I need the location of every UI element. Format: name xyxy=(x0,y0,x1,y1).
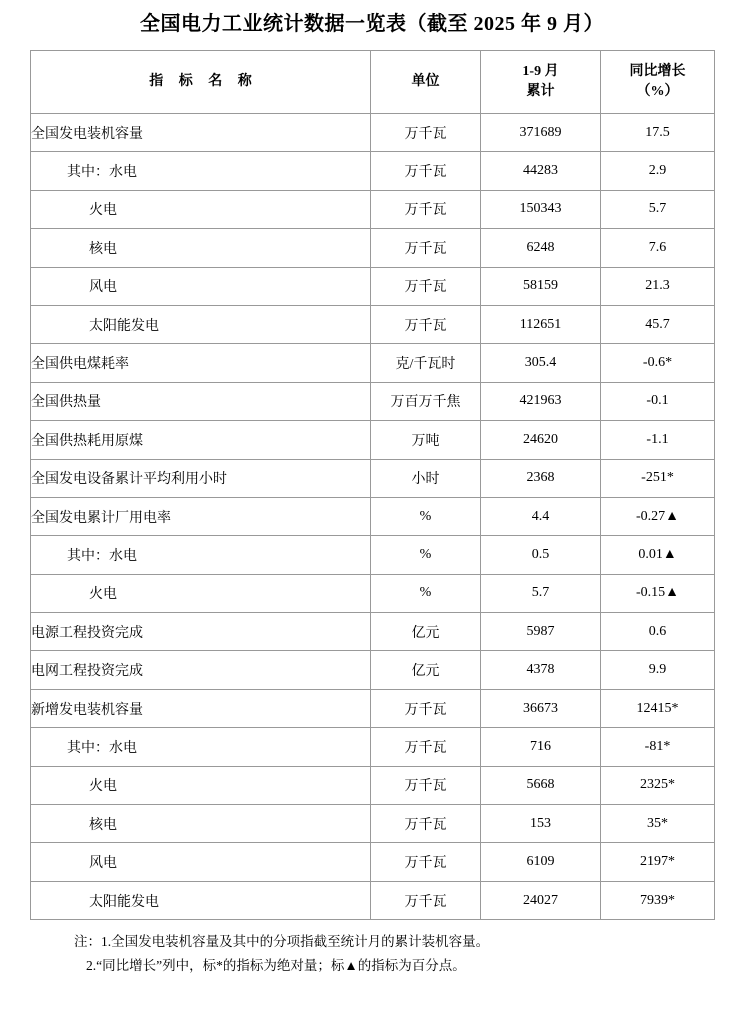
header-indicator xyxy=(31,51,371,114)
row-value: 150343 xyxy=(481,190,601,228)
row-unit: 万千瓦 xyxy=(371,267,481,305)
row-indicator-name: 全国供热量 xyxy=(31,382,371,420)
row-growth: -1.1 xyxy=(601,421,715,459)
table-row xyxy=(31,766,715,804)
row-unit: 亿元 xyxy=(371,613,481,651)
header-indicator-label: 指 标 名 称 xyxy=(149,73,258,89)
row-unit: 万千瓦 xyxy=(371,805,481,843)
row-indicator-name: 全国发电装机容量 xyxy=(31,114,371,152)
statistics-table xyxy=(30,50,715,920)
row-value: 5668 xyxy=(481,766,601,804)
row-indicator-name: 风电 xyxy=(31,843,371,881)
row-value: 4378 xyxy=(481,651,601,689)
row-growth: 45.7 xyxy=(601,305,715,343)
table-row xyxy=(31,421,715,459)
row-indicator-name: 其中：水电 xyxy=(31,152,371,190)
header-row xyxy=(31,51,715,114)
row-growth: 5.7 xyxy=(601,190,715,228)
row-growth: 12415* xyxy=(601,689,715,727)
header-growth xyxy=(601,51,715,114)
row-value: 153 xyxy=(481,805,601,843)
row-value: 716 xyxy=(481,728,601,766)
row-unit: 万千瓦 xyxy=(371,843,481,881)
row-growth: -251* xyxy=(601,459,715,497)
row-growth: 7.6 xyxy=(601,229,715,267)
row-value: 6109 xyxy=(481,843,601,881)
row-unit: % xyxy=(371,497,481,535)
row-growth: 17.5 xyxy=(601,114,715,152)
row-unit: 亿元 xyxy=(371,651,481,689)
table-row xyxy=(31,574,715,612)
table-row xyxy=(31,651,715,689)
row-value: 371689 xyxy=(481,114,601,152)
row-unit: 万千瓦 xyxy=(371,152,481,190)
row-indicator-name: 火电 xyxy=(31,574,371,612)
table-row xyxy=(31,728,715,766)
row-value: 5.7 xyxy=(481,574,601,612)
row-value: 58159 xyxy=(481,267,601,305)
row-value: 24027 xyxy=(481,881,601,919)
row-unit: 万吨 xyxy=(371,421,481,459)
row-indicator-name: 全国供电煤耗率 xyxy=(31,344,371,382)
row-value: 5987 xyxy=(481,613,601,651)
row-growth: 0.01▲ xyxy=(601,536,715,574)
row-unit: 万千瓦 xyxy=(371,305,481,343)
notes-block xyxy=(30,930,714,977)
header-value-line1: 1-9 月 xyxy=(522,63,559,79)
row-value: 0.5 xyxy=(481,536,601,574)
row-unit: % xyxy=(371,574,481,612)
row-growth: -0.15▲ xyxy=(601,574,715,612)
header-growth-line2: （%） xyxy=(636,84,679,99)
header-growth-line1: 同比增长 xyxy=(629,63,686,79)
row-indicator-name: 风电 xyxy=(31,267,371,305)
header-value xyxy=(481,51,601,114)
row-indicator-name: 核电 xyxy=(31,805,371,843)
row-value: 112651 xyxy=(481,305,601,343)
row-unit: % xyxy=(371,536,481,574)
header-value-line2: 累计 xyxy=(526,84,555,99)
note-line-2 xyxy=(40,954,714,978)
row-value: 36673 xyxy=(481,689,601,727)
table-row xyxy=(31,382,715,420)
row-unit: 克/千瓦时 xyxy=(371,344,481,382)
row-value: 305.4 xyxy=(481,344,601,382)
table-row xyxy=(31,114,715,152)
row-value: 2368 xyxy=(481,459,601,497)
header-unit xyxy=(371,51,481,114)
row-growth: 21.3 xyxy=(601,267,715,305)
row-unit: 万百万千焦 xyxy=(371,382,481,420)
row-indicator-name: 全国发电累计厂用电率 xyxy=(31,497,371,535)
row-unit: 万千瓦 xyxy=(371,114,481,152)
table-row xyxy=(31,344,715,382)
table-row xyxy=(31,881,715,919)
row-indicator-name: 太阳能发电 xyxy=(31,881,371,919)
table-row xyxy=(31,689,715,727)
row-indicator-name: 火电 xyxy=(31,766,371,804)
row-growth: 2.9 xyxy=(601,152,715,190)
table-header xyxy=(31,51,715,114)
row-indicator-name: 其中：水电 xyxy=(31,728,371,766)
row-unit: 小时 xyxy=(371,459,481,497)
note-line-1 xyxy=(40,930,714,954)
table-body xyxy=(31,114,715,920)
row-indicator-name: 新增发电装机容量 xyxy=(31,689,371,727)
row-value: 4.4 xyxy=(481,497,601,535)
note-text-1: 1.全国发电装机容量及其中的分项指截至统计月的累计装机容量。 xyxy=(101,934,490,950)
row-value: 6248 xyxy=(481,229,601,267)
table-row xyxy=(31,497,715,535)
row-indicator-name: 火电 xyxy=(31,190,371,228)
row-unit: 万千瓦 xyxy=(371,728,481,766)
row-indicator-name: 电源工程投资完成 xyxy=(31,613,371,651)
row-growth: 2197* xyxy=(601,843,715,881)
row-indicator-name: 太阳能发电 xyxy=(31,305,371,343)
table-row xyxy=(31,536,715,574)
table-row xyxy=(31,459,715,497)
row-growth: 9.9 xyxy=(601,651,715,689)
row-indicator-name: 全国发电设备累计平均利用小时 xyxy=(31,459,371,497)
row-growth: 0.6 xyxy=(601,613,715,651)
row-value: 44283 xyxy=(481,152,601,190)
row-indicator-name: 核电 xyxy=(31,229,371,267)
row-growth: 35* xyxy=(601,805,715,843)
row-growth: 7939* xyxy=(601,881,715,919)
row-value: 421963 xyxy=(481,382,601,420)
row-indicator-name: 全国供热耗用原煤 xyxy=(31,421,371,459)
row-growth: -0.1 xyxy=(601,382,715,420)
table-row xyxy=(31,613,715,651)
row-unit: 万千瓦 xyxy=(371,689,481,727)
row-growth: 2325* xyxy=(601,766,715,804)
note-text-2: 2.“同比增长”列中，标*的指标为绝对量；标▲的指标为百分点。 xyxy=(86,957,466,973)
row-growth: -0.27▲ xyxy=(601,497,715,535)
row-value: 24620 xyxy=(481,421,601,459)
notes-label: 注： xyxy=(74,934,101,950)
row-indicator-name: 电网工程投资完成 xyxy=(31,651,371,689)
header-unit-label: 单位 xyxy=(411,73,440,89)
table-row xyxy=(31,267,715,305)
row-unit: 万千瓦 xyxy=(371,766,481,804)
row-growth: -0.6* xyxy=(601,344,715,382)
row-unit: 万千瓦 xyxy=(371,881,481,919)
row-growth: -81* xyxy=(601,728,715,766)
table-row xyxy=(31,305,715,343)
row-unit: 万千瓦 xyxy=(371,190,481,228)
row-indicator-name: 其中：水电 xyxy=(31,536,371,574)
table-row xyxy=(31,152,715,190)
row-unit: 万千瓦 xyxy=(371,229,481,267)
table-row xyxy=(31,805,715,843)
table-row xyxy=(31,843,715,881)
table-row xyxy=(31,229,715,267)
page-title: 全国电力工业统计数据一览表（截至 2025 年 9 月） xyxy=(140,13,604,35)
table-row xyxy=(31,190,715,228)
